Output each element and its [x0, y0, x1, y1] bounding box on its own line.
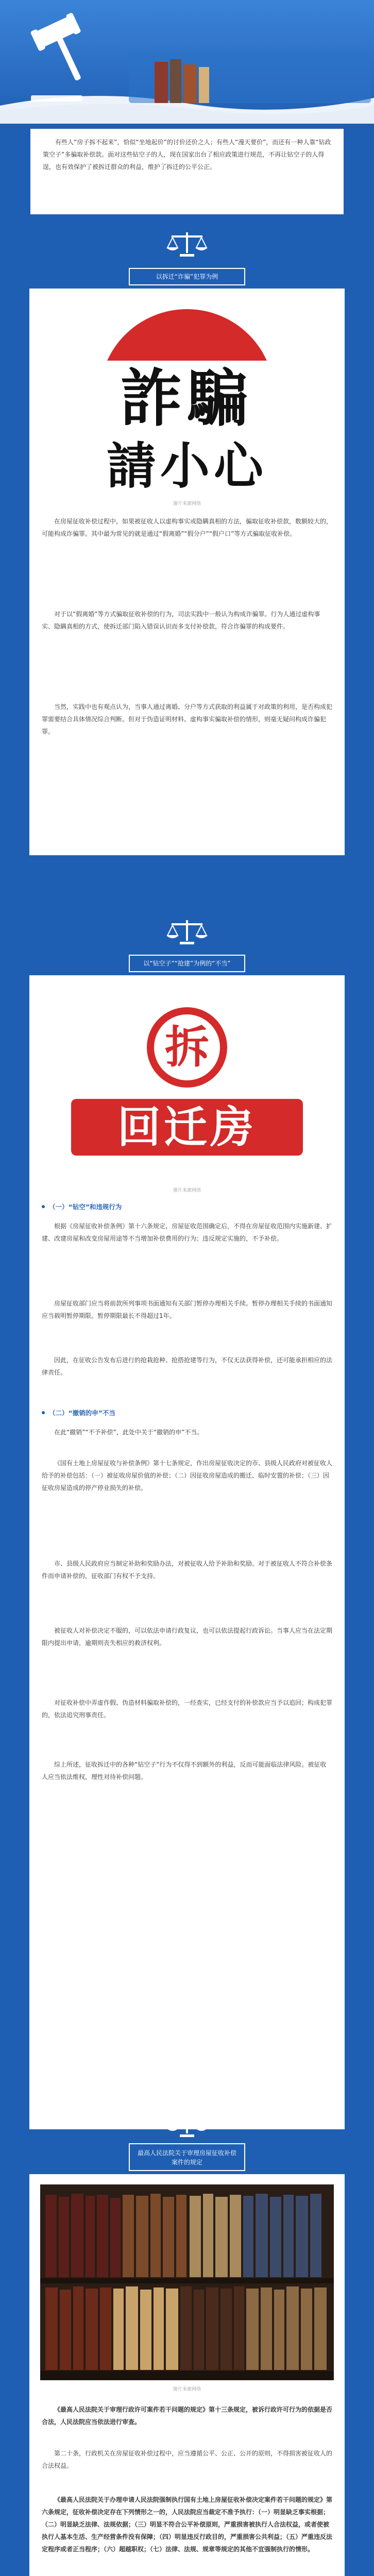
section1-paragraph-1: 在房屋征收补偿过程中，如果被征收人以虚构事实或隐瞒真相的方法，骗取征收补偿款，数额较大的，可能构成诈骗罪。其中最为常见的就是通过“假离婚”“假分户”“假户口”等方式骗取征收补偿。	[42, 518, 333, 537]
section1-paragraph-2: 对于以“假离婚”等方式骗取征收补偿的行为，司法实践中一般认为构成诈骗罪。行为人通过虚构事实、隐瞒真相的方式，使拆迁部门陷入错误认识而多支付补偿款，符合诈骗罪的构成要件。	[42, 611, 320, 630]
section3-image-caption: 图片来源网络	[173, 2387, 201, 2392]
scales-icon	[161, 917, 213, 948]
section3-title-line2: 案件的规定	[171, 2159, 202, 2166]
section2-card	[29, 975, 345, 2129]
law-books-image	[40, 2184, 334, 2380]
intro-card	[29, 128, 345, 215]
section2-sub2-paragraph-6: 综上所述，征收拆迁中的各种“钻空子”行为不仅得不到额外的利益，反而可能面临法律风险。被征收人应当依法维权，理性对待补偿问题。	[42, 1761, 327, 1781]
relocation-image-text: 回迁房	[117, 1102, 257, 1153]
section2-subheading-2	[42, 1408, 115, 1417]
section2-sub2-paragraph-3: 市、县级人民政府应当制定补助和奖励办法，对被征收人给予补助和奖励。对于被征收人不符合补偿条件而申请补偿的，征收部门有权不予支持。	[42, 1560, 333, 1580]
section2-sub1-paragraph-2: 房屋征收部门应当将前款所列事项书面通知有关部门暂停办理相关手续。暂停办理相关手续的书面通知应当载明暂停期限。暂停期限最长不得超过1年。	[42, 1300, 333, 1319]
section2-sub2-paragraph-2: 《国有土地上房屋征收与补偿条例》第十七条规定，作出房屋征收决定的市、县级人民政府对被征收人给予的补偿包括：（一）被征收房屋价值的补偿；（二）因征收房屋造成的搬迁、临时安置的补偿；（三）因征收房屋造成的停产停业损失的补偿。	[42, 1460, 333, 1492]
section3-paragraph-1: 《最高人民法院关于审理行政许可案件若干问题的规定》第十三条规定，被诉行政许可行为的依据是否合法，人民法院应当依法进行审查。	[42, 2406, 333, 2426]
section2-subheading-2-text: （二）“撤销的申”不当	[49, 1409, 115, 1417]
section3-paragraph-2: 第二十条，行政机关在房屋征收补偿过程中，应当遵循公平、公正、公开的原则，不得损害被征收人的合法权益。	[42, 2450, 333, 2469]
section2-sub1-paragraph-3: 因此，在征收公告发布后进行的抢栽抢种、抢搭抢建等行为，不仅无法获得补偿，还可能承担相应的法律责任。	[42, 1357, 333, 1376]
hero-banner	[0, 0, 374, 124]
section3-title-line1: 最高人民法院关于审理房屋征收补偿	[137, 2149, 236, 2157]
section3-card	[29, 2174, 345, 2576]
section3-title	[129, 2143, 245, 2171]
section2-subheading-1	[42, 1202, 122, 1211]
section3-paragraph-3: 《最高人民法院关于办理申请人民法院强制执行国有土地上房屋征收补偿决定案件若干问题的规定》第六条规定，征收补偿决定存在下列情形之一的，人民法院应当裁定不准予执行：（一）明显缺乏事实根据；（二）明显缺乏法律、法规依据；（三）明显不符合公平补偿原则，严重损害被执行人合法权益，或者使被执行人基本生活、生产经营条件没有保障；（四）明显违反行政目的，严重损害公共利益；（五）严重违反法定程序或者正当程序；（六）超越职权；（七）法律、法规、规章等规定的其他不宜强制执行的情形。	[42, 2496, 333, 2553]
gavel-icon	[30, 12, 99, 90]
section2-sub2-paragraph-1: 在此“撤销”“不予补偿”，此处中关于“撤销的申”不当。	[54, 1429, 203, 1436]
relocation-image-char: 拆	[165, 1022, 209, 1073]
section1-image-caption: 图片来源网络	[173, 501, 201, 506]
section1-paragraph-3: 当然，实践中也有观点认为，当事人通过离婚、分户等方式获取的利益属于对政策的利用，是否构成犯罪需要结合具体情况综合判断。但对于伪造证明材料、虚构事实骗取补偿的情形，则毫无疑问构成诈骗犯罪。	[42, 703, 333, 735]
section1-card	[29, 289, 345, 855]
relocation-image	[40, 986, 334, 1181]
section2-sub2-paragraph-4: 被征收人对补偿决定不服的，可以依法申请行政复议，也可以依法提起行政诉讼。当事人应当在法定期限内提出申请，逾期则丧失相应的救济权利。	[42, 1627, 333, 1647]
scales-icon	[161, 2110, 213, 2141]
section2-image-caption: 图片来源网络	[173, 1188, 201, 1193]
section2-sub2-paragraph-5: 对征收补偿中弄虚作假、伪造材料骗取补偿的，一经查实，已经支付的补偿款应当予以追回；构成犯罪的，依法追究刑事责任。	[42, 1699, 333, 1719]
scales-icon	[161, 229, 213, 260]
section2-subheading-1-text: （一）“钻空”和违规行为	[49, 1203, 122, 1211]
section2-title: 以“钻空子”“抢建”为例的“不当”	[129, 955, 245, 972]
scam-image-line1: 詐騙	[120, 363, 254, 435]
intro-text: 有些人“房子拆不起来”，恰似“坐地起价”的讨价还价之人；有些人“漫天要价”，而还有一种人靠“钻政策空子”多骗取补偿款。面对这些钻空子的人，现在国家出台了相应政策进行规范，不再让钻空子的人得逞，也有效保护了被拆迁群众的利益，维护了拆迁的公平公正。	[43, 139, 331, 171]
hero-gavel-illustration	[0, 0, 374, 124]
section1-title: 以拆迁“诈骗”犯罪为例	[129, 268, 245, 285]
scam-warning-image	[40, 299, 334, 495]
section2-sub1-paragraph-1: 根据《房屋征收补偿条例》第十六条规定，房屋征收范围确定后，不得在房屋征收范围内实施新建、扩建、改建房屋和改变房屋用途等不当增加补偿费用的行为；违反规定实施的，不予补偿。	[42, 1223, 333, 1242]
scam-image-line2: 請小心	[107, 437, 267, 495]
